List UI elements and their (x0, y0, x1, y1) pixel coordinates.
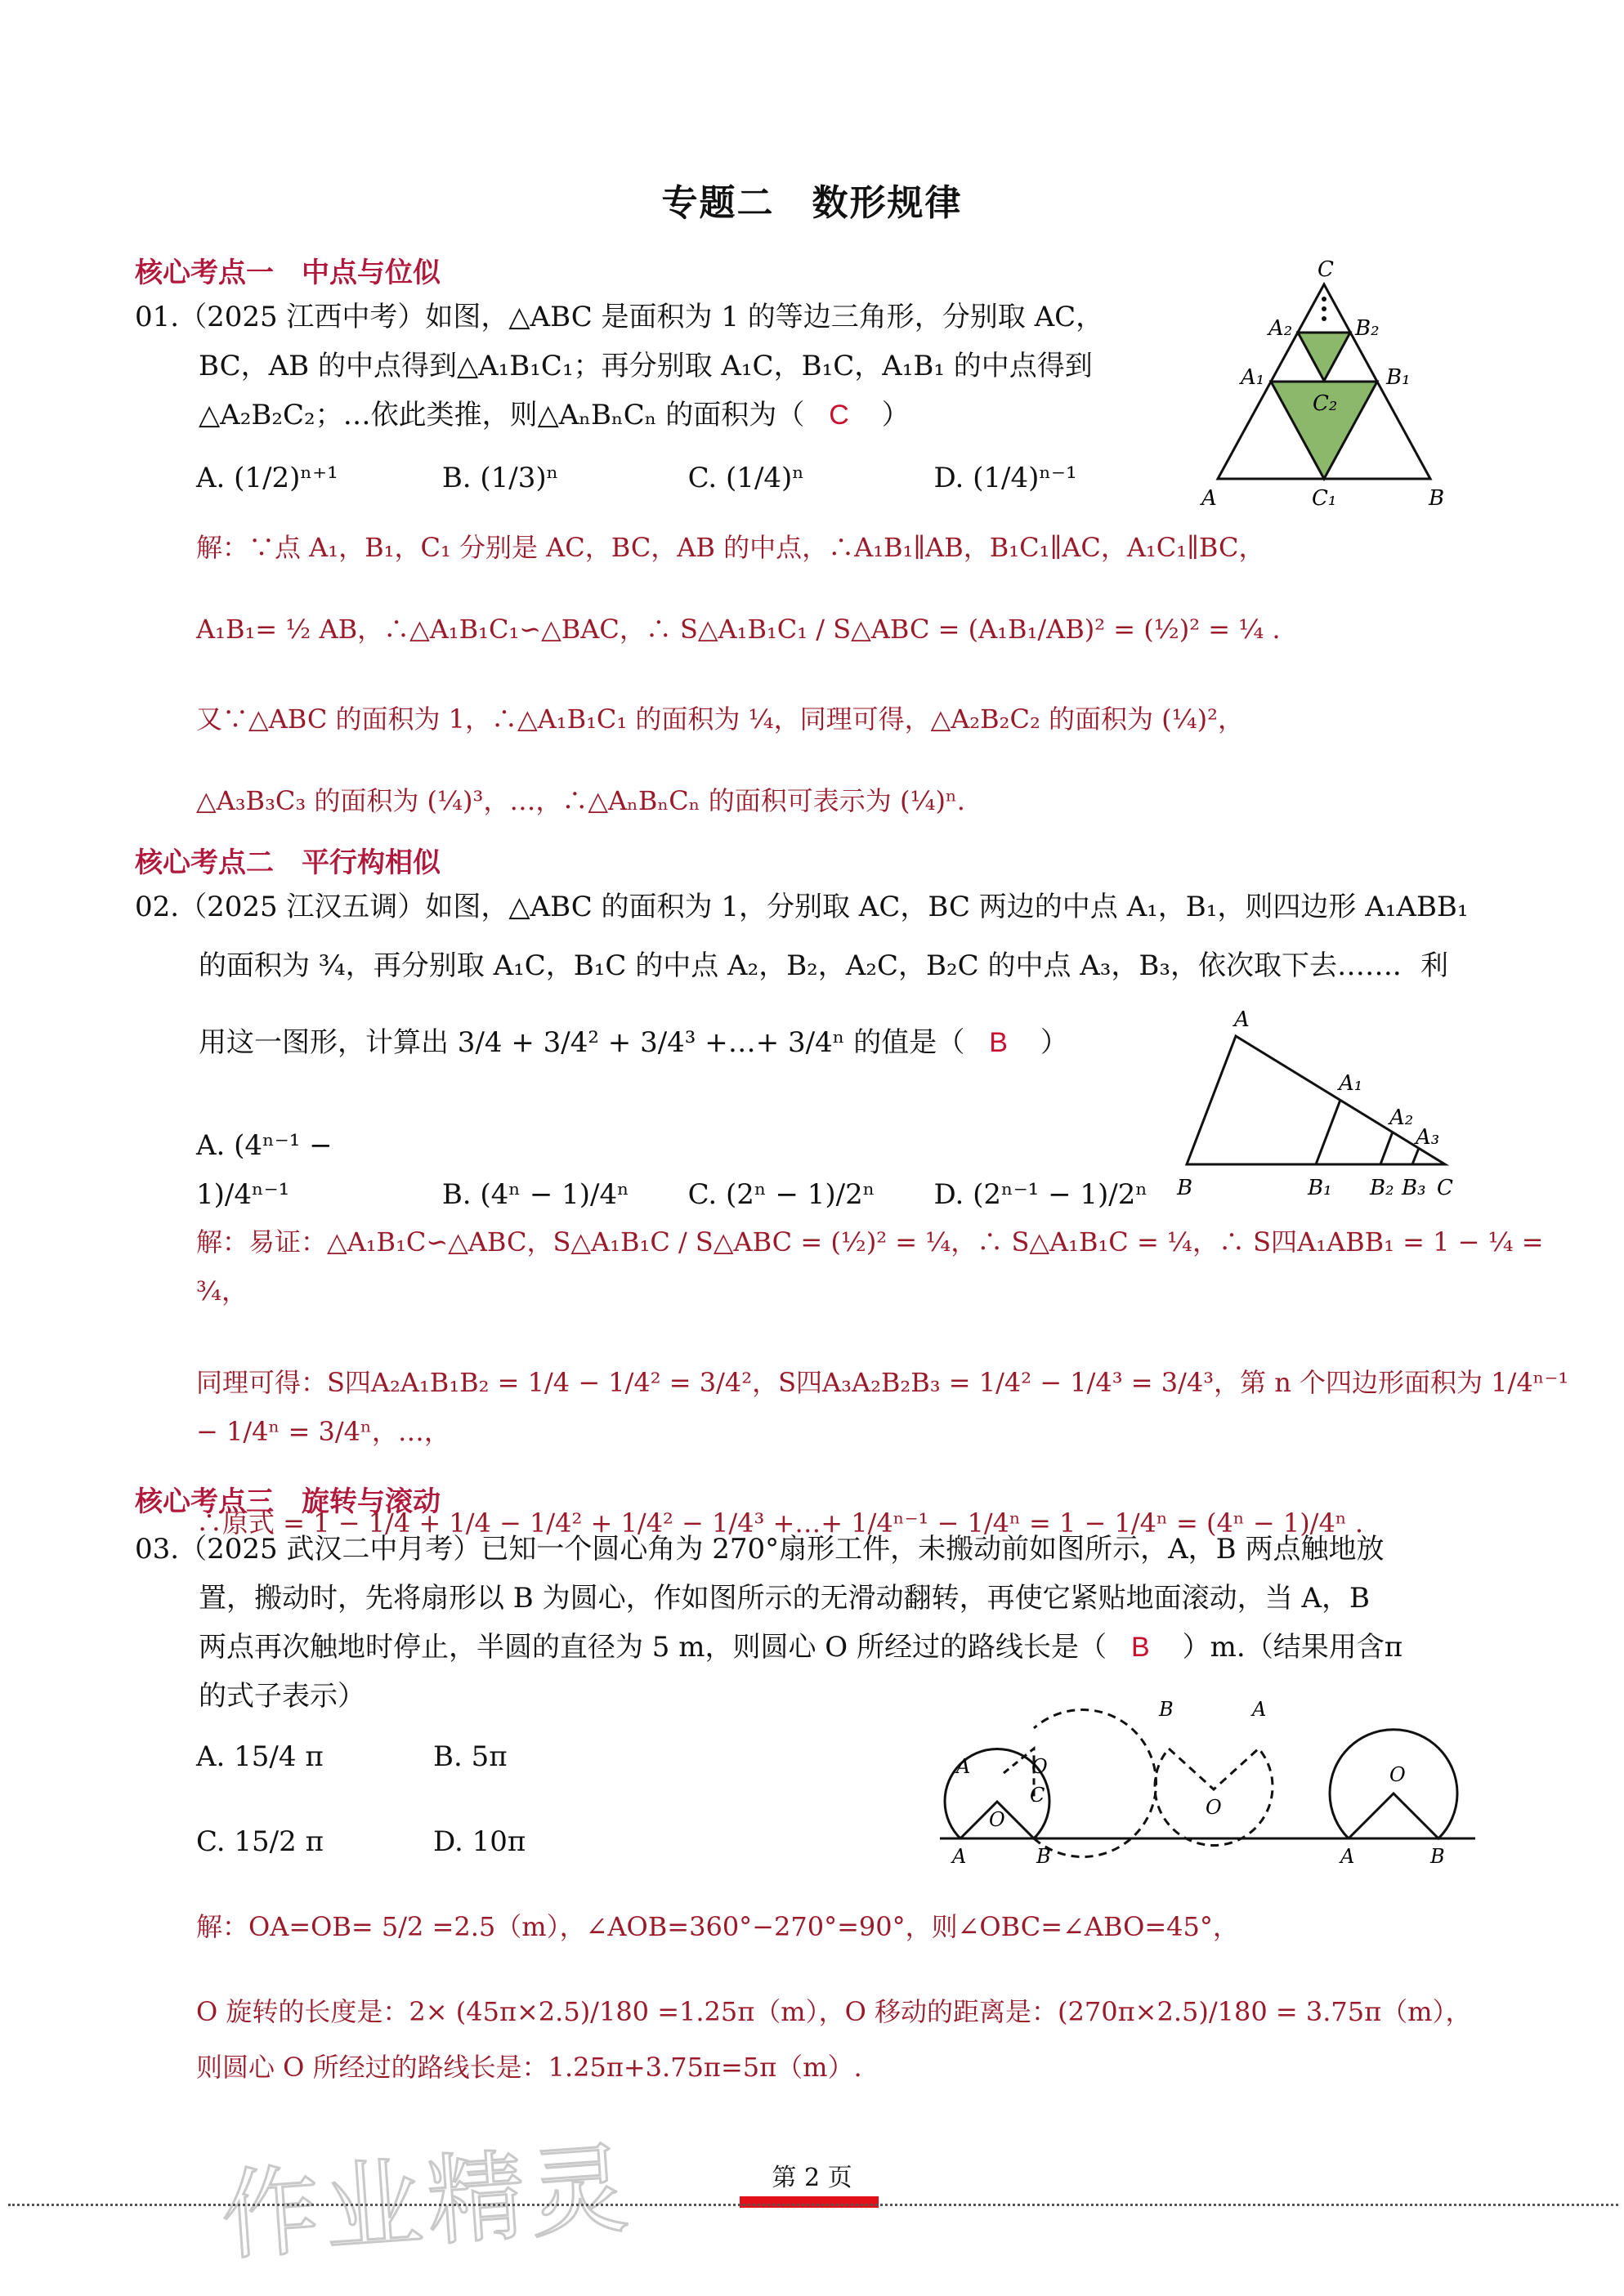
section-heading-3: 核心考点三 旋转与滚动 (135, 1485, 441, 1518)
q2-fig-label-a2: A₂ (1389, 1106, 1414, 1130)
q3-line3-text: 两点再次触地时停止，半圆的直径为 5 m，则圆心 O 所经过的路线长是（ (199, 1631, 1107, 1664)
q2-close: ） (1040, 1026, 1068, 1059)
q2-line3-text: 用这一图形，计算出 3/4 + 3/4² + 3/4³ +…+ 3/4ⁿ 的值是（ (199, 1026, 965, 1059)
q1-fig-label-c: C (1318, 260, 1334, 282)
q3-sol-line3: 则圆心 O 所经过的路线长是：1.25π+3.75π=5π（m）. (196, 2052, 862, 2083)
q2-fig-label-a3: A₃ (1416, 1125, 1440, 1150)
q1-sol-line3: 又∵△ABC 的面积为 1，∴△A₁B₁C₁ 的面积为 ¼，同理可得，△A₂B₂C₂ 的面积为 (¼)²， (196, 704, 1244, 735)
q2-answer: B (989, 1027, 1008, 1058)
q1-fig-label-b: B (1429, 486, 1445, 511)
q3-option-d: D. 10π (433, 1825, 526, 1858)
q2-sol-line3: ∴原式 = 1 − 1/4 + 1/4 − 1/4² + 1/4² − 1/4³ +…+ 1/4ⁿ⁻¹ − 1/4ⁿ = 1 − 1/4ⁿ = (4ⁿ − 1)/4ⁿ . (196, 1508, 1364, 1539)
q1-line3 (135, 391, 1181, 440)
q3-line3 (135, 1623, 1581, 1672)
q2-fig-label-b3: B₃ (1402, 1176, 1426, 1200)
q1-sol-line4: △A₃B₃C₃ 的面积为 (¼)³，…，∴△AₙBₙCₙ 的面积可表示为 (¼)ⁿ. (196, 785, 965, 816)
q3-option-b: B. 5π (433, 1740, 508, 1773)
q3-option-a: A. 15/4 π (196, 1740, 324, 1773)
q2-sol-line2: 同理可得：S四A₂A₁B₁B₂ = 1/4 − 1/4² = 3/4²，S四A₃A₂B₂B₃ = 1/4² − 1/4³ = 3/4³，第 n 个四边形面积为 1/4ⁿ⁻¹ − 1/4ⁿ = 3/4ⁿ，…， (196, 1367, 1569, 1447)
q1-line2: BC，AB 的中点得到△A₁B₁C₁；再分别取 A₁C，B₁C，A₁B₁ 的中点得到 (199, 350, 1093, 382)
q3-fig-label-o4: O (1389, 1763, 1406, 1786)
q2-options (196, 1121, 1179, 1219)
q3-fig-label-a1: A (952, 1845, 967, 1868)
footer-divider (8, 2204, 1618, 2206)
q1-line1: 01.（2025 江西中考）如图，△ABC 是面积为 1 的等边三角形，分别取 AC， (135, 301, 1104, 333)
page-number: 第 2 页 (772, 2164, 852, 2192)
q2-fig-label-b2: B₂ (1370, 1176, 1394, 1200)
q1-fig-label-c1: C₁ (1312, 486, 1337, 511)
section-heading-2: 核心考点二 平行构相似 (135, 846, 441, 879)
q2-sol-line1: 解：易证：△A₁B₁C∽△ABC，S△A₁B₁C / S△ABC = (½)² = ¼，∴ S△A₁B₁C = ¼，∴ S四A₁ABB₁ = 1 − ¼ = ¾， (196, 1226, 1544, 1307)
q1-sol-line2: A₁B₁= ½ AB，∴△A₁B₁C₁∽△BAC，∴ S△A₁B₁C₁ / S△ABC = (A₁B₁/AB)² = (½)² = ¼ . (196, 614, 1281, 645)
q1-option-a: A. (1/2)ⁿ⁺¹ (196, 462, 338, 494)
q1-fig-label-c2: C₂ (1313, 391, 1338, 416)
q3-figure (932, 1691, 1488, 1879)
q2-line2: 的面积为 ¾，再分别取 A₁C，B₁C 的中点 A₂，B₂，A₂C，B₂C 的中点 A₃，B₃，依次取下去……．利 (199, 949, 1449, 982)
q1-option-b: B. (1/3)ⁿ (441, 462, 559, 494)
q3-fig-label-a2: A (956, 1755, 971, 1778)
q1-fig-label-b1: B₁ (1386, 365, 1411, 390)
q3-answer: B (1130, 1632, 1150, 1663)
q2-fig-label-c: C (1437, 1176, 1453, 1200)
q1-figure (1193, 260, 1463, 515)
q1-option-d: D. (1/4)ⁿ⁻¹ (933, 462, 1077, 494)
q1-line3-text: △A₂B₂C₂；…依此类推，则△AₙBₙCₙ 的面积为（ (199, 399, 805, 431)
q2-fig-label-b1: B₁ (1308, 1176, 1332, 1200)
q1-fig-label-a2: A₂ (1268, 316, 1293, 341)
q2-option-c: C. (2ⁿ − 1)/2ⁿ (687, 1178, 875, 1211)
q1-sol-line1: 解：∵点 A₁，B₁，C₁ 分别是 AC，BC，AB 的中点，∴A₁B₁∥AB，B₁C₁∥AC，A₁C₁∥BC， (196, 532, 1265, 563)
section-heading-1: 核心考点一 中点与位似 (135, 257, 441, 289)
q3-fig-label-a3: A (1252, 1698, 1267, 1721)
q3-fig-label-c: C (1030, 1784, 1045, 1807)
watermark-logo: 作业精灵 (217, 2132, 637, 2275)
q3-fig-label-o3: O (1206, 1796, 1222, 1819)
q3-sol-line2: O 旋转的长度是：2× (45π×2.5)/180 =1.25π（m），O 移动的距离是：(270π×2.5)/180 = 3.75π（m）， (196, 1996, 1472, 2027)
q2-figure (1169, 1005, 1479, 1209)
q3-solution (196, 1902, 1586, 2092)
q2-fig-label-a: A (1234, 1007, 1250, 1032)
q3-options (196, 1732, 703, 1866)
q3-fig-label-o1: O (989, 1808, 1005, 1831)
q1-fig-label-a1: A₁ (1241, 365, 1265, 390)
q3-line4: 的式子表示） (199, 1680, 365, 1713)
q3-line3-tail: ）m.（结果用含π (1182, 1631, 1403, 1664)
q2-option-d: D. (2ⁿ⁻¹ − 1)/2ⁿ (933, 1178, 1148, 1211)
q3-option-c: C. 15/2 π (196, 1825, 324, 1858)
q3-fig-label-o2: O (1031, 1755, 1048, 1778)
q2-fig-label-b: B (1177, 1176, 1193, 1200)
page-title: 专题二 数形规律 (661, 182, 963, 224)
q2-line1: 02.（2025 江汉五调）如图，△ABC 的面积为 1，分别取 AC，BC 两边的中点 A₁，B₁，则四边形 A₁ABB₁ (135, 891, 1469, 923)
q1-fig-label-a: A (1201, 486, 1217, 511)
q1-options (196, 453, 1146, 503)
q3-fig-label-b2: B (1159, 1698, 1174, 1721)
q2-option-a: A. (4ⁿ⁻¹ − 1)/4ⁿ⁻¹ (196, 1129, 333, 1211)
q3-line2: 置，搬动时，先将扇形以 B 为圆心，作如图所示的无滑动翻转，再使它紧贴地面滚动，当 A，B (199, 1582, 1370, 1615)
q3-line1: 03.（2025 武汉二中月考）已知一个圆心角为 270°扇形工件，未搬动前如图所示，A，B 两点触地放 (135, 1533, 1385, 1566)
q3-sol-line1: 解：OA=OB= 5/2 =2.5（m），∠AOB=360°−270°=90°，则∠OBC=∠ABO=45°， (196, 1911, 1239, 1942)
q1-answer: C (829, 400, 849, 431)
q1-solution (196, 523, 1569, 825)
q3-fig-label-b1: B (1036, 1845, 1051, 1868)
q3-fig-label-b3: B (1430, 1845, 1445, 1868)
q1-fig-label-b2: B₂ (1355, 316, 1380, 341)
q1-stem (135, 293, 1181, 440)
q2-option-b: B. (4ⁿ − 1)/4ⁿ (441, 1178, 629, 1211)
q3-fig-label-a4: A (1340, 1845, 1355, 1868)
q1-close: ） (881, 399, 910, 431)
q2-fig-label-a1: A₁ (1339, 1071, 1363, 1096)
q1-option-c: C. (1/4)ⁿ (687, 462, 804, 494)
